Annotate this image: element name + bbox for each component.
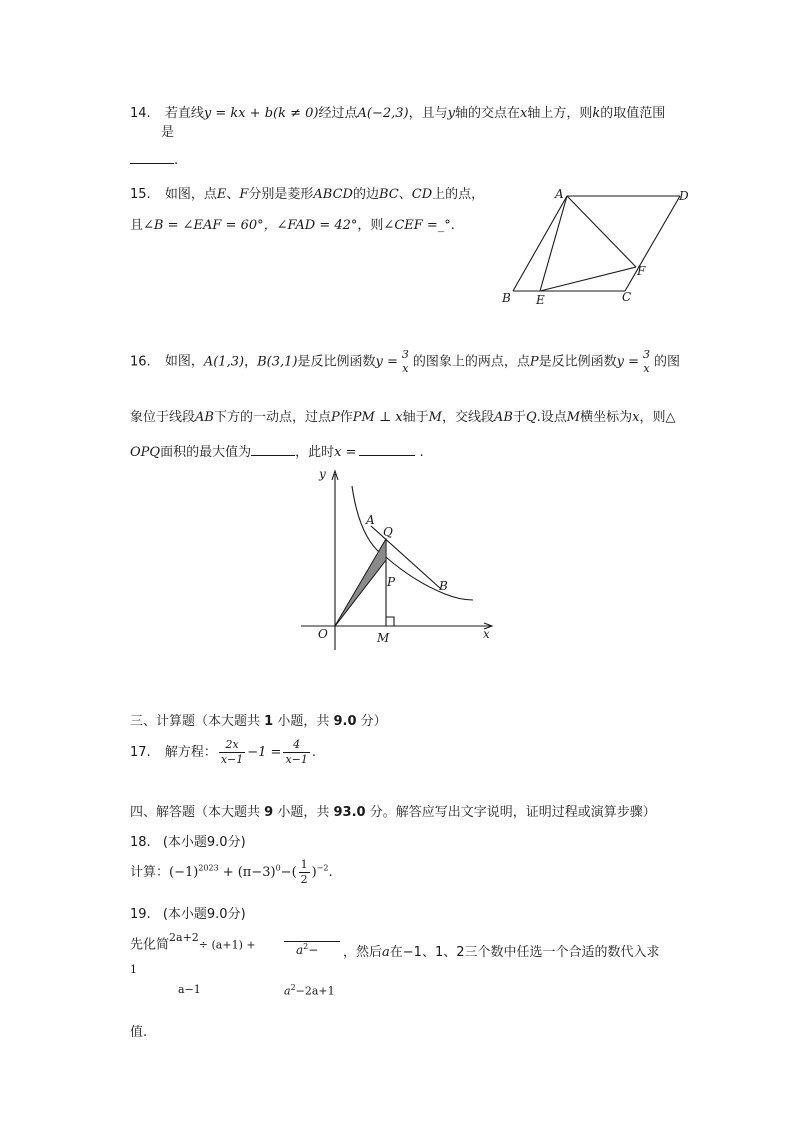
q14-x: x [520,106,528,121]
q14-formula: y = kx + b(k ≠ 0) [203,106,319,121]
q19-number: 19. [130,907,151,922]
q16-yeq: y = [375,354,398,370]
q15-rhombus-figure [495,180,705,310]
q14-k: k [592,106,601,121]
q16-line1 [130,348,680,376]
edge-DC [625,196,680,291]
q16-AB: AB [195,410,214,425]
edge-BA [513,196,567,291]
q19-op: ÷ (a+1) + [198,938,256,952]
q16-PM: PM ⊥ x [352,410,403,425]
q16-text-p: ，此时 [295,445,335,460]
q14-text-pre: 若直线 [164,106,204,121]
q16-P: P [529,354,539,370]
q18-header [130,831,246,850]
label-D: D [679,189,689,203]
q17-line [130,738,316,767]
q16-number: 16. [130,354,151,370]
q18-number: 18. [130,835,151,850]
q15-ask: ∠CEF =_° [383,218,451,233]
q14-text-post: 的取值范围 [600,106,666,121]
q19-one: 1 [130,963,137,976]
hyperbola-curve [352,486,473,600]
q15-text-c: 的边 [352,187,379,202]
q15-F: F [239,187,249,202]
label-P: P [387,575,396,589]
q19-pre: 先化简 [130,937,170,953]
q16-text-m: 横坐标为 [580,410,633,425]
q14-text-mid3: 轴的交点在 [454,106,520,121]
q14-y: y [447,106,455,121]
label-M: M [377,631,390,645]
q16-OPQ: OPQ [130,445,161,460]
q16-text-e: 的图 [654,354,681,370]
q17-fraction-right: $\frac{4}{x-1}$ [285,738,308,766]
q14-text-mid2: ，且与 [408,106,448,121]
label-C: C [622,290,632,304]
q16-fraction-2: 3 x [643,348,650,375]
q14-text-mid1: 经过点 [318,106,358,121]
q14-number: 14. [130,106,151,121]
section-4-heading: 四、解答题（本大题共 9 小题，共 93.0 分。解答应写出文字说明，证明过程或演算步骤） [130,805,656,820]
segment-EF [540,267,636,291]
q16-comma: ， [244,354,258,370]
label-B: B [502,291,511,305]
q16-text-g: 下方的一动点，过点 [213,410,331,425]
q16-hyperbola-figure [295,462,505,652]
q15-text-e: 且 [130,218,144,233]
q16-line2 [130,406,675,425]
label-A: A [366,513,375,527]
q16-fraction-1: 3 x [401,348,409,375]
q14-point: A(−2,3) [357,106,409,121]
q15-text-d: 上的点， [432,187,485,202]
q19-line1 [130,933,256,952]
q18-label: 计算： [130,864,170,880]
q19-header [130,903,246,922]
q14-blank [130,151,174,164]
triangle-OPQ-shaded [335,539,386,626]
q16-text-h: 作 [339,410,353,425]
label-B: B [439,579,448,593]
q19-num2-with-bar: $a^2-$ [284,941,340,957]
q16-line3 [130,441,424,460]
q16-yeq2: y = [616,354,639,370]
q16-Q: Q [525,410,537,425]
q15-sep: 、 [226,187,240,202]
q16-x: x [632,410,640,425]
right-angle-mark [386,617,394,626]
q16-M: M [428,410,442,425]
q16-text-f: 象位于线段 [130,410,196,425]
q17-end: . [311,744,317,760]
label-y: y [319,467,326,481]
q19-score: (本小题9.0分) [162,907,246,922]
q15-text-b: 分别是菱形 [248,187,314,202]
q15-number: 15. [130,187,151,202]
q16-P2: P [330,410,340,425]
q19-line1-rest: ，然后a在−1、1、2三个数中任选一个合适的数代入求 [343,945,660,960]
q16-text-c: 的图象上的两点，点 [412,354,530,370]
q16-text-k: 于 [512,410,526,425]
q16-text-a: 如图， [164,354,204,370]
q14-line2: 是 [161,125,175,140]
q15-line1 [130,183,484,202]
q19-den1: a−1 [178,983,201,996]
q15-E: E [216,187,227,202]
label-F: F [637,264,646,278]
q16-AB2: AB [493,410,513,425]
segment-AF [567,196,636,267]
q17-fraction-left: $\frac{2x}{x-1}$ [220,738,244,766]
q15-line2 [130,214,455,233]
q16-text-l: .设点 [536,410,567,425]
q15-end: . [450,218,455,233]
q16-text-o: 面积的最大值为 [160,445,252,460]
q16-text-n: ，则△ [639,410,676,425]
section-3-heading: 三、计算题（本大题共 1 小题，共 9.0 分） [130,714,387,729]
q17-minus: −1 = [247,744,282,760]
q16-blank-1 [251,443,295,456]
q15-angles: ∠B = ∠EAF = 60°，∠FAD = 42° [143,218,358,233]
segment-AE [540,196,567,291]
q16-text-b: 是反比例函数 [297,354,376,370]
q16-text-d: 是反比例函数 [538,354,617,370]
q16-xeq: x = [334,445,357,460]
q15-text-f: ，则 [357,218,384,233]
q18-expression: 计算：$(-1)^{2023} + (\pi-3)^0-$( $\frac{1}{2}$ )$^{-2}$. [130,858,333,886]
q18-fraction: $\frac{1}{2}$ [300,858,308,886]
label-E: E [536,293,545,307]
q19-last-line: 值. [130,1025,148,1040]
q16-point-B: B(3,1) [257,354,298,370]
q16-point-A: A(1,3) [203,354,245,370]
q16-blank-2 [359,443,415,456]
q14-end: . [174,153,179,168]
q16-text-i: 轴于 [402,410,429,425]
q18-score: (本小题9.0分) [162,835,246,850]
q15-ABCD: ABCD [313,187,353,202]
q15-text-a: 如图，点 [164,187,217,202]
label-Q: Q [383,525,393,539]
q19-num1: 2a+2 [169,931,199,944]
label-O: O [318,627,328,641]
q14-text-mid4: 轴上方，则 [527,106,593,121]
q17-number: 17. [130,744,151,760]
q14-line1 [130,102,665,121]
q19-den2: $a^2-2a+1$ [284,983,335,998]
q16-end: . [419,445,424,460]
q17-label: 解方程： [164,744,217,760]
q15-CD: CD [411,187,433,202]
q15-BC: BC [378,187,399,202]
q15-sep2: 、 [398,187,412,202]
q14-answer-line [130,151,178,168]
q16-M2: M [566,410,581,425]
label-A: A [555,187,564,201]
q16-text-j: ，交线段 [441,410,494,425]
label-x: x [483,627,490,641]
